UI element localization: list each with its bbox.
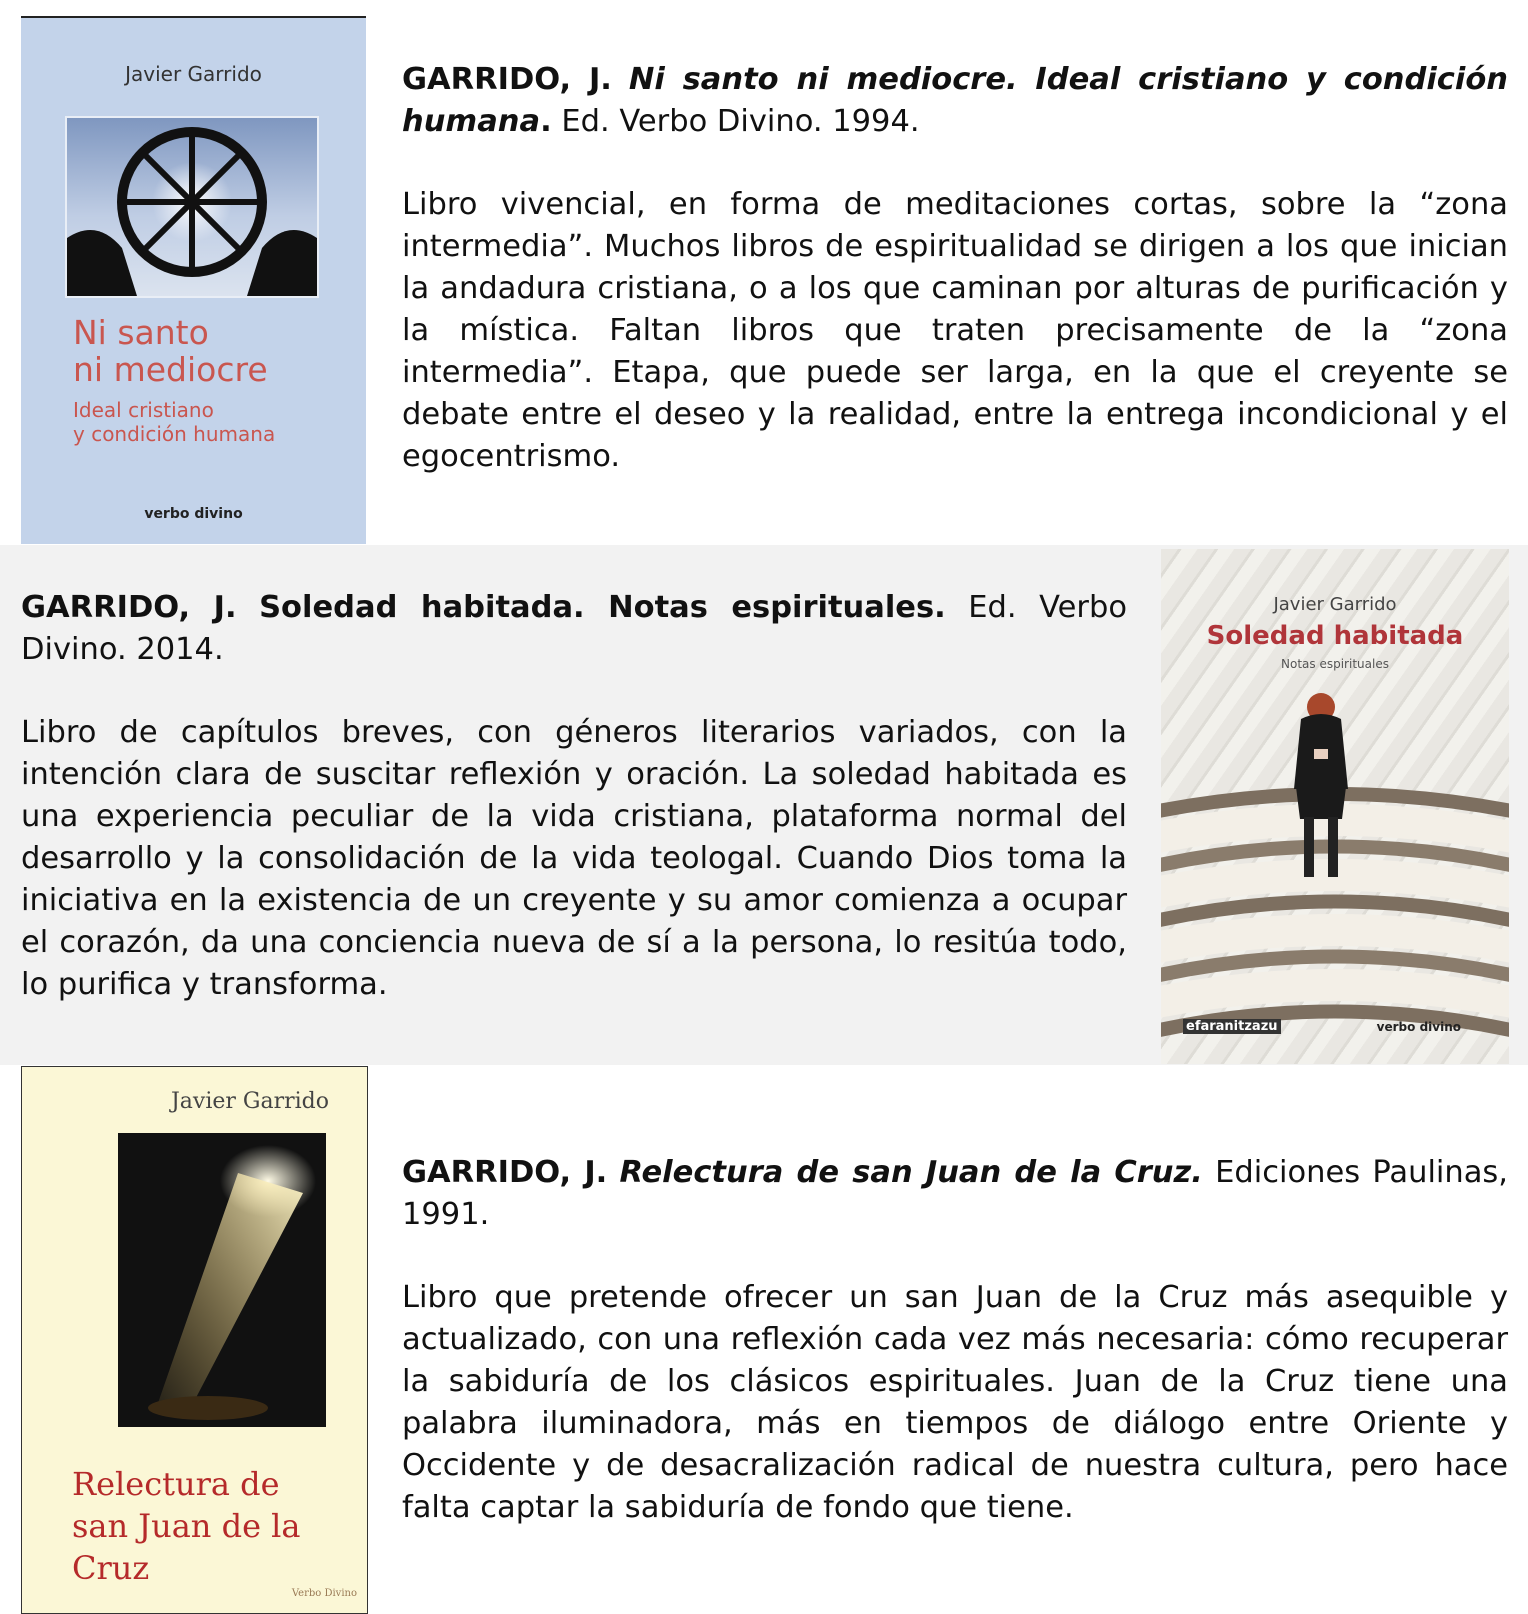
book-cover-image xyxy=(21,16,366,544)
woman-figure-icon xyxy=(1276,689,1366,889)
author-reference: GARRIDO, J. xyxy=(402,1155,608,1190)
book-description: Libro de capítulos breves, con géneros literarios variados, con la intención clara de suscitar reflexión y oración. La soledad habitada es una experiencia peculiar de la vida cristiana, plataforma normal del desarrollo y la consolidación de la vida teologal. Cuando Dios toma la iniciativa en la existencia de un creyente y su amor comienza a ocupar el corazón, da una conciencia nueva de sí a la persona, lo resitúa todo, lo purifica y transforma. xyxy=(21,715,1127,1002)
publication-info: Ed. Verbo Divino. 1994. xyxy=(551,104,920,139)
book-reference xyxy=(402,1152,1508,1236)
book-entry xyxy=(0,1066,1528,1614)
book-text xyxy=(402,1152,1508,1529)
publication-info: Ed. Verbo Divino. 2014. xyxy=(21,590,1127,667)
cover-photo-light xyxy=(118,1133,326,1427)
author-reference: GARRIDO, J. xyxy=(402,62,612,97)
cover-publisher-left: efaranitzazu xyxy=(1183,1019,1281,1034)
cover-title: Ni santo ni mediocre xyxy=(73,313,268,389)
cover-subtitle: Ideal cristiano y condición humana xyxy=(73,398,276,446)
book-title: Soledad habitada. Notas espirituales. xyxy=(259,590,946,625)
cover-title: Soledad habitada xyxy=(1206,621,1464,651)
cover-author: Javier Garrido xyxy=(170,1089,329,1114)
book-cover-image xyxy=(21,1066,368,1614)
publication-info: Ediciones Paulinas, 1991. xyxy=(402,1155,1508,1232)
cover-photo-wheel xyxy=(65,116,319,298)
book-cover-image xyxy=(1161,549,1509,1064)
cover-author: Javier Garrido xyxy=(1273,594,1397,615)
book-text xyxy=(402,59,1508,478)
book-reference: GARRIDO, J. Ni santo ni mediocre. Ideal cristiano y condición humana. Ed. Verbo Divino. 1994. xyxy=(402,62,1508,139)
wheel-icon xyxy=(67,118,317,296)
cover-publisher: Verbo Divino xyxy=(291,1588,357,1599)
cover-author: Javier Garrido xyxy=(125,62,262,86)
book-title: Ni santo ni mediocre. Ideal cristiano y condición humana xyxy=(402,62,1508,139)
cover-title: Relectura de san Juan de la Cruz xyxy=(72,1465,301,1587)
light-beam-icon xyxy=(118,1133,326,1427)
book-entry xyxy=(0,545,1528,1065)
book-entry xyxy=(0,0,1528,545)
book-description: Libro vivencial, en forma de meditaciones cortas, sobre la “zona intermedia”. Muchos libros de espiritualidad se dirigen a los que inician la andadura cristiana, o a los que caminan por alturas de purificación y la mística. Faltan libros que traten precisamente de la “zona intermedia”. Etapa, que puede ser larga, en la que el creyente se debate entre el deseo y la realidad, entre la entrega incondicional y el egocentrismo. xyxy=(402,187,1508,474)
cover-subtitle: Notas espirituales xyxy=(1281,657,1389,671)
book-reference xyxy=(21,587,1127,671)
author-reference: GARRIDO, J. xyxy=(21,590,237,625)
book-title: Relectura de san Juan de la Cruz. xyxy=(619,1155,1203,1190)
cover-publisher: verbo divino xyxy=(144,506,243,522)
book-description: Libro que pretende ofrecer un san Juan de la Cruz más asequible y actualizado, con una reflexión cada vez más necesaria: cómo recuperar la sabiduría de los clásicos espirituales. Juan de la Cruz tiene una palabra iluminadora, más en tiempos de diálogo entre Oriente y Occidente y de desacralización radical de nuestra cultura, pero hace falta captar la sabiduría de fondo que tiene. xyxy=(402,1280,1508,1525)
book-text xyxy=(21,587,1127,1006)
cover-publisher-right: verbo divino xyxy=(1376,1020,1461,1034)
